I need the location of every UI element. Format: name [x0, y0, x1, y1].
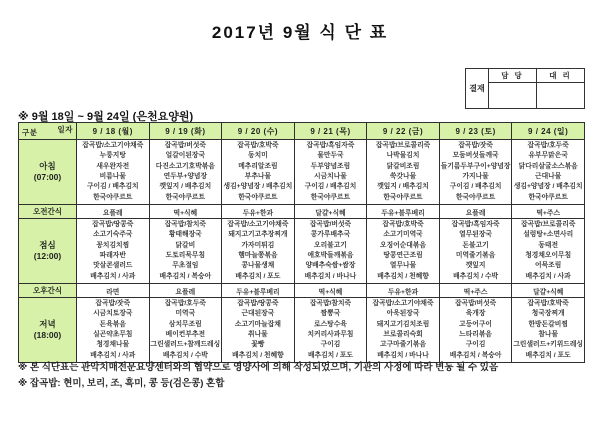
menu-item: 다진소고기호박볶음 — [155, 162, 215, 170]
menu-item: 배추김치 / 사과 — [525, 272, 571, 280]
meal-time: (18:00) — [33, 330, 62, 340]
menu-item: 청경채나물 — [96, 341, 130, 349]
menu-item: 깻잎지 — [465, 262, 486, 270]
corner-category-label: 구분 — [22, 128, 38, 137]
menu-item: 한국야쿠르트 — [383, 193, 423, 201]
menu-item: 잡곡밥/버섯죽 — [164, 141, 206, 149]
menu-item: 잡곡밥/잣죽 — [458, 141, 493, 149]
week-range-label: ※ 9월 18일 ~ 9월 24일 (은천요양원) — [18, 111, 194, 123]
menu-cell — [367, 140, 440, 205]
menu-item: 잡곡밥/호두죽 — [164, 299, 206, 307]
menu-cell — [222, 298, 295, 363]
menu-item: 느타리볶음 — [459, 331, 493, 338]
menu-item: 생김+양념장 / 배추김치 — [223, 183, 293, 191]
menu-item: 한국야쿠르트 — [238, 193, 278, 201]
snack-row — [19, 284, 585, 298]
menu-cell — [367, 219, 440, 284]
menu-item: 그린샐러드+키위드레싱 — [513, 341, 583, 349]
menu-item: 소고기숙주국 — [93, 231, 133, 239]
meal-time: (07:00) — [33, 172, 62, 182]
menu-item: 구이김 / 배추김치 — [304, 183, 357, 191]
menu-cell — [439, 219, 512, 284]
menu-item: 고구마줄기볶음 — [380, 341, 427, 349]
menu-item: 새우완자전 — [96, 162, 130, 170]
menu-item: 열무나물 — [389, 262, 417, 270]
menu-item: 얼갈이된장국 — [165, 152, 206, 160]
menu-item: 콩가루배추국 — [310, 231, 351, 239]
menu-item: 한국야쿠르트 — [165, 193, 206, 201]
menu-item: 한국야쿠르트 — [528, 193, 568, 201]
menu-cell: 떡+식혜 — [149, 205, 222, 219]
menu-item: 배추김치 / 천혜향 — [232, 351, 284, 359]
menu-item: 로스탕수육 — [314, 320, 347, 328]
menu-item: 잡곡밥/브로콜리죽 — [520, 220, 576, 228]
menu-cell: 떡+주스 — [512, 205, 585, 219]
menu-cell — [367, 298, 440, 363]
menu-cell: 두유+블루베리 — [222, 284, 295, 298]
menu-cell — [77, 219, 150, 284]
menu-item: 삼치무조림 — [168, 320, 202, 328]
meal-name: 아침 — [39, 161, 56, 171]
menu-item: 실곤약초무침 — [93, 331, 133, 338]
menu-item: 생김+양념장 / 배추김치 — [513, 183, 583, 191]
menu-item: 맛살콘샐러드 — [93, 262, 133, 270]
menu-item: 가자미튀김 — [241, 241, 275, 249]
menu-item: 설렁탕+소면사리 — [523, 231, 574, 239]
menu-cell — [294, 140, 367, 205]
menu-item: 잡곡밥/소고기야채죽 — [227, 220, 289, 228]
page-title: 2017년 9월 식 단 표 — [211, 23, 389, 42]
menu-item: 잡곡밥/소고기야채죽 — [372, 299, 434, 307]
menu-item: 잡곡밥/참치죽 — [309, 299, 352, 307]
menu-item: 부추나물 — [244, 173, 272, 180]
day-header: 9 / 18 (월) — [77, 123, 150, 140]
approval-box — [465, 68, 585, 109]
row-label — [19, 284, 77, 298]
menu-cell: 두유+한과 — [222, 205, 295, 219]
menu-item: 시금치나물 — [314, 173, 347, 180]
menu-item: 배추김치 / 포도 — [525, 351, 571, 359]
menu-item: 취나물 — [248, 331, 268, 338]
row-label — [19, 205, 77, 219]
menu-item: 베이컨부추전 — [165, 331, 206, 338]
menu-item: 잡곡밥/브로콜리죽 — [375, 141, 431, 149]
menu-item: 미역줄기볶음 — [455, 252, 496, 259]
menu-cell — [512, 140, 585, 205]
menu-item: 근대나물 — [535, 173, 562, 180]
day-header: 9 / 19 (화) — [149, 123, 222, 140]
menu-item: 모둠버섯들깨국 — [452, 152, 499, 160]
menu-item: 잡곡밥/호박죽 — [527, 299, 569, 307]
snack-row — [19, 205, 585, 219]
menu-item: 근대된장국 — [241, 310, 275, 318]
menu-item: 애호박들깨볶음 — [307, 252, 354, 259]
menu-item: 돈육볶음 — [99, 320, 126, 328]
menu-item: 동태전 — [538, 241, 559, 249]
corner-date-label: 일자 — [57, 125, 73, 134]
day-header: 9 / 20 (수) — [222, 123, 295, 140]
approval-label: 결재 — [466, 69, 489, 109]
menu-item: 배추김치 / 수박 — [162, 351, 208, 359]
menu-item: 배추김치 / 바나나 — [304, 272, 357, 280]
menu-item: 유부무맑은국 — [528, 152, 568, 160]
menu-cell — [439, 298, 512, 363]
menu-cell — [149, 219, 222, 284]
menu-item: 돈불고기 — [462, 241, 489, 249]
menu-item: 파래자반 — [99, 252, 126, 259]
meal-row — [19, 298, 585, 363]
menu-item: 잡곡밥/호두죽 — [527, 141, 569, 149]
menu-cell: 요플레 — [439, 205, 512, 219]
menu-item: 도토리묵무침 — [165, 252, 206, 259]
menu-item: 깻잎지 / 배추김치 — [377, 183, 429, 191]
menu-item: 잡곡밥/호박죽 — [237, 141, 279, 149]
menu-item: 잡곡밥/땅콩죽 — [92, 220, 134, 228]
row-label — [19, 219, 77, 284]
menu-item: 나박물김치 — [386, 152, 420, 160]
menu-cell: 떡+식혜 — [294, 284, 367, 298]
meal-name: 오전간식 — [33, 207, 62, 216]
menu-item: 한국야쿠르트 — [93, 193, 133, 201]
menu-table-body — [19, 140, 585, 363]
menu-item: 소고기미역국 — [383, 231, 423, 239]
menu-item: 미역국 — [175, 310, 196, 318]
menu-item: 쑥갓나물 — [389, 173, 417, 180]
meal-name: 저녁 — [39, 319, 56, 329]
menu-item: 배추김치 / 포도 — [235, 272, 281, 280]
menu-item: 배추김치 / 사과 — [90, 272, 136, 280]
menu-item: 누룽지탕 — [99, 152, 126, 160]
menu-cell — [149, 298, 222, 363]
menu-item: 황태해장국 — [168, 231, 202, 239]
row-label — [19, 140, 77, 205]
menu-item: 청경채오이무침 — [525, 252, 572, 259]
menu-cell — [439, 140, 512, 205]
menu-item: 구이김 — [320, 341, 341, 349]
menu-item: 양배추숙쌈+쌈장 — [305, 262, 356, 270]
menu-item: 비름나물 — [99, 173, 126, 180]
menu-item: 한국야쿠르트 — [310, 193, 351, 201]
menu-item: 잡곡밥/버섯죽 — [454, 299, 497, 307]
corner-cell — [19, 123, 77, 140]
menu-item: 고등어구이 — [459, 320, 493, 328]
menu-item: 잡곡밥/땅콩죽 — [237, 299, 279, 307]
day-header: 9 / 23 (토) — [439, 123, 512, 140]
menu-item: 그린샐러드+참깨드레싱 — [150, 341, 221, 349]
menu-table — [18, 122, 585, 363]
footnote-1: ※ 본 식단표는 관악치매전문요양센터와의 협약으로 영양사에 의해 작성되었으며, 기관의 사정에 따라 변동 될 수 있음 — [18, 362, 499, 373]
menu-item: 닭갈비 — [175, 241, 196, 249]
menu-cell — [222, 219, 295, 284]
menu-item: 열무된장국 — [459, 231, 493, 239]
row-label — [19, 298, 77, 363]
menu-item: 들기름두부구이+양념장 — [440, 162, 511, 170]
menu-cell: 달걀+식혜 — [294, 205, 367, 219]
menu-item: 육개장 — [465, 310, 486, 318]
approval-sign-cell-2 — [537, 83, 585, 109]
menu-item: 배추김치 / 복숭아 — [159, 272, 212, 280]
menu-item: 동치미 — [248, 152, 268, 160]
menu-item: 브로콜리숙회 — [383, 331, 423, 338]
menu-item: 소고기마늘잡채 — [234, 320, 281, 328]
menu-item: 햄마늘쫑볶음 — [238, 252, 278, 259]
meal-name: 오후간식 — [33, 286, 62, 295]
menu-item: 돼지고기김치조림 — [376, 320, 430, 328]
menu-item: 잡곡밥/호박죽 — [382, 220, 424, 228]
menu-item: 돼지고기고추장찌개 — [228, 231, 288, 239]
menu-item: 배추김치 / 바나나 — [377, 351, 429, 359]
menu-item: 잡곡밥/버섯죽 — [309, 220, 352, 228]
approval-col-daeri: 대 리 — [537, 69, 585, 83]
menu-item: 땅콩연근조림 — [383, 252, 423, 259]
menu-item: 배추김치 / 복숭아 — [449, 351, 502, 359]
menu-item: 배추김치 / 포도 — [307, 351, 353, 359]
approval-sign-cell-1 — [489, 83, 537, 109]
menu-item: 가지나물 — [462, 173, 489, 180]
menu-item: 잡곡밥/흑임자죽 — [306, 141, 355, 149]
menu-cell: 라면 — [77, 284, 150, 298]
menu-item: 참나물 — [538, 331, 559, 338]
menu-cell — [149, 140, 222, 205]
menu-item: 배추김치 / 사과 — [90, 351, 136, 359]
menu-item: 닭다리살굴소스볶음 — [518, 162, 578, 170]
menu-cell — [294, 298, 367, 363]
menu-item: 한방돈갈비찜 — [528, 320, 568, 328]
menu-item: 배추김치 / 천혜향 — [377, 272, 429, 280]
menu-item: 한국야쿠르트 — [455, 193, 496, 201]
menu-item: 메추리알조림 — [238, 162, 278, 170]
menu-item: 어묵조림 — [535, 262, 562, 270]
menu-item: 오리불고기 — [314, 241, 347, 249]
menu-item: 구이김 / 배추김치 — [86, 183, 139, 191]
meal-name: 점심 — [39, 240, 56, 250]
menu-cell: 요플레 — [149, 284, 222, 298]
menu-item: 잡곡밥/흑임자죽 — [451, 220, 500, 228]
menu-item: 꽃빵 — [251, 341, 265, 349]
menu-item: 오징어순대볶음 — [380, 241, 427, 249]
menu-cell: 두유+한과 — [367, 284, 440, 298]
menu-item: 청국장찌개 — [531, 310, 565, 318]
menu-item: 연두부+양념장 — [163, 173, 208, 180]
menu-item: 잡곡밥/참치죽 — [164, 220, 206, 228]
menu-item: 잡곡밥/소고기야채죽 — [82, 141, 144, 149]
menu-cell: 두유+블루베리 — [367, 205, 440, 219]
meal-row — [19, 140, 585, 205]
menu-cell: 달걀+식혜 — [512, 284, 585, 298]
menu-cell — [77, 140, 150, 205]
menu-item: 구이김 / 배추김치 — [449, 183, 502, 191]
day-header: 9 / 21 (목) — [294, 123, 367, 140]
menu-item: 배추김치 / 수박 — [453, 272, 499, 280]
menu-item: 꽁치김치찜 — [96, 241, 130, 249]
menu-cell — [222, 140, 295, 205]
menu-item: 두부양념조림 — [310, 162, 351, 170]
menu-item: 무초절임 — [172, 262, 199, 270]
day-header: 9 / 22 (금) — [367, 123, 440, 140]
menu-item: 닭갈비조림 — [386, 162, 420, 170]
footnote-2: ※ 잡곡밥: 현미, 보리, 조, 흑미, 콩 등(검은콩) 혼합 — [18, 378, 225, 389]
meal-row — [19, 219, 585, 284]
menu-cell: 요플레 — [77, 205, 150, 219]
menu-item: 짬뽕국 — [320, 310, 341, 318]
menu-item: 구이김 — [465, 341, 486, 349]
menu-cell — [77, 298, 150, 363]
menu-item: 잡곡밥/잣죽 — [95, 299, 131, 307]
menu-item: 시금치토장국 — [93, 310, 133, 318]
menu-cell — [512, 298, 585, 363]
menu-item: 치커리사과무침 — [307, 331, 354, 338]
days-header-row — [19, 123, 585, 140]
menu-cell: 떡+주스 — [439, 284, 512, 298]
approval-col-damdang: 담 당 — [489, 69, 537, 83]
menu-item: 깻잎지 / 배추김치 — [159, 183, 212, 191]
menu-item: 콩나물생채 — [241, 262, 275, 270]
meal-time: (12:00) — [33, 251, 62, 261]
menu-cell — [294, 219, 367, 284]
menu-item: 아욱된장국 — [386, 310, 420, 318]
day-header: 9 / 24 (일) — [512, 123, 585, 140]
menu-item: 물만두국 — [317, 152, 344, 160]
menu-cell — [512, 219, 585, 284]
